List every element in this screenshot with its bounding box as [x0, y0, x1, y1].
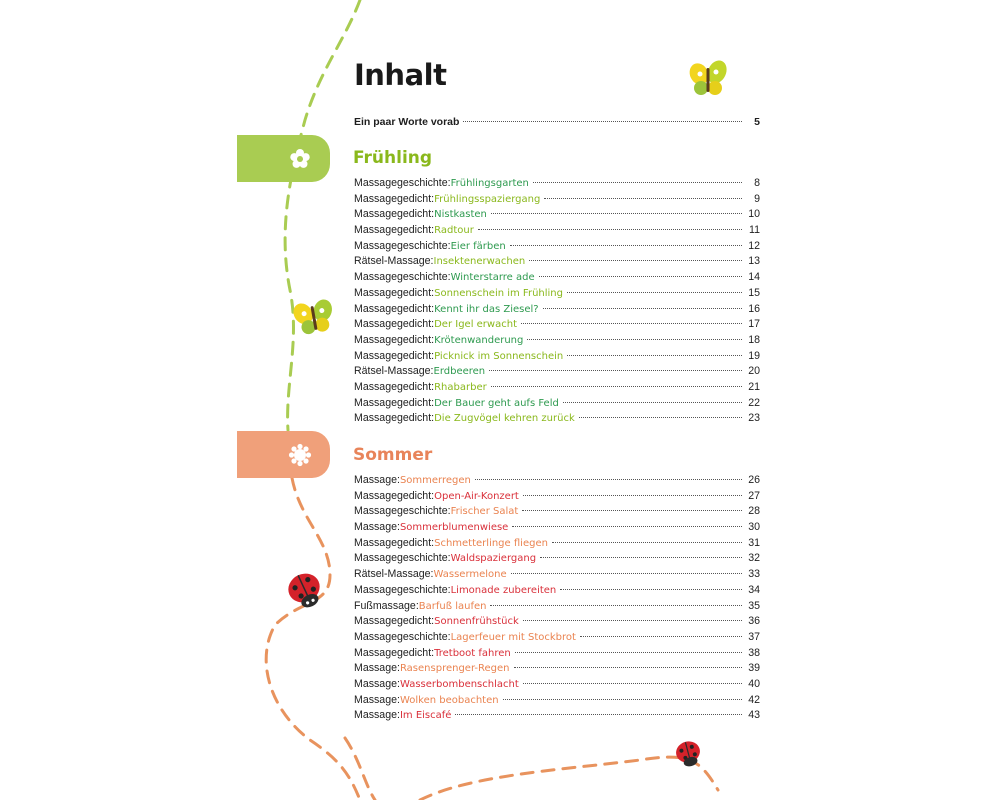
toc-entry[interactable] [354, 583, 760, 599]
dot-leader [544, 198, 742, 199]
entry-title: Der Igel erwacht [434, 319, 517, 331]
entry-kind: Massagegedicht [354, 192, 432, 205]
dot-leader [522, 510, 742, 511]
dot-leader [512, 526, 742, 527]
entry-kind: Massage [354, 474, 397, 486]
dot-leader [503, 699, 742, 700]
dot-leader [567, 292, 742, 293]
dot-leader [475, 479, 742, 480]
entry-kind: Rätsel-Massage [354, 568, 431, 581]
toc-entry[interactable] [354, 333, 760, 349]
page-number: 16 [748, 302, 760, 315]
entry-kind: Massagegeschichte [354, 271, 448, 284]
entry-title: Barfuß laufen [418, 600, 487, 612]
page-number: 26 [748, 474, 760, 486]
toc-entry[interactable] [354, 489, 760, 505]
dot-leader [521, 323, 742, 324]
entry-kind: Massagegedicht [354, 286, 432, 299]
toc-entry[interactable] [354, 349, 760, 365]
dot-leader [491, 213, 742, 214]
toc-entry[interactable] [354, 504, 760, 520]
dot-leader [510, 245, 742, 246]
entry-kind: Massagegedicht [354, 489, 432, 502]
toc-list-spring [354, 176, 760, 427]
page-number: 20 [748, 365, 760, 378]
section-heading-spring: Frühling [353, 148, 433, 168]
entry-title: Krötenwanderung [434, 334, 524, 346]
entry-title: Die Zugvögel kehren zurück [434, 413, 575, 425]
entry-separator: : [431, 302, 435, 315]
page-number: 18 [748, 333, 760, 346]
toc-entry[interactable] [354, 599, 760, 615]
toc-entry[interactable] [354, 661, 760, 677]
entry-separator: : [397, 709, 400, 722]
entry-separator: : [430, 568, 434, 581]
entry-kind: Massage [354, 693, 397, 706]
dashed-path-orange-bottom [345, 738, 718, 800]
entry-separator: : [397, 521, 400, 534]
entry-separator: : [430, 255, 434, 268]
butterfly-icon [686, 57, 730, 95]
page-number: 15 [748, 286, 760, 299]
dot-leader [511, 573, 742, 574]
dot-leader [455, 714, 742, 715]
entry-separator: : [447, 271, 451, 284]
entry-title: Der Bauer geht aufs Feld [434, 397, 559, 409]
entry-title: Sommerregen [399, 475, 471, 486]
entry-separator: : [397, 693, 400, 706]
dot-leader [489, 370, 742, 371]
entry-kind: Massagegedicht [354, 302, 432, 315]
page-number: 12 [748, 239, 760, 252]
page-number: 9 [754, 192, 760, 205]
dot-leader [527, 339, 742, 340]
dot-leader [463, 121, 742, 122]
page-number: 28 [748, 505, 760, 518]
toc-list-summer [354, 473, 760, 724]
dot-leader [552, 542, 742, 543]
entry-title: Rasensprenger-Regen [399, 663, 510, 675]
dashed-path-green [285, 0, 360, 430]
entry-separator: : [415, 599, 419, 612]
entry-title: Im Eiscafé [399, 710, 452, 722]
toc-entry[interactable] [354, 473, 760, 489]
entry-title: Insektenerwachen [433, 256, 526, 268]
toc-entry[interactable] [354, 286, 760, 302]
dot-leader [490, 605, 742, 606]
toc-entry-intro[interactable] [354, 115, 760, 131]
page-number: 30 [748, 521, 760, 534]
entry-kind: Massagegeschichte [354, 552, 448, 565]
entry-separator: : [447, 505, 451, 518]
page-number: 37 [748, 630, 760, 643]
entry-kind: Massagegedicht [354, 536, 432, 549]
entry-kind: Massagegedicht [354, 208, 432, 221]
section-tab-summer [237, 431, 330, 478]
page-number: 5 [754, 116, 760, 128]
section-heading-summer: Sommer [353, 445, 433, 465]
page-number: 8 [754, 177, 760, 189]
entry-kind: Massage [354, 662, 397, 675]
page-number: 21 [748, 380, 760, 393]
entry-kind: Massagegeschichte [354, 505, 448, 518]
toc-entry[interactable] [354, 317, 760, 333]
page-number: 43 [748, 709, 760, 722]
entry-separator: : [431, 396, 435, 409]
dot-leader [523, 620, 742, 621]
dot-leader [523, 495, 742, 496]
toc-entry[interactable] [354, 646, 760, 662]
entry-title: Waldspaziergang [450, 553, 537, 565]
toc-entry[interactable] [354, 192, 760, 208]
toc-entry[interactable] [354, 708, 760, 724]
page-number: 36 [748, 615, 760, 628]
dashed-path-orange [266, 478, 360, 800]
page-number: 39 [748, 662, 760, 675]
entry-separator: : [431, 318, 435, 331]
entry-kind: Fußmassage [354, 599, 416, 612]
entry-title: Sonnenschein im Frühling [434, 287, 563, 299]
toc-entry[interactable] [354, 551, 760, 567]
page-number: 33 [748, 568, 760, 581]
toc-entry[interactable] [354, 520, 760, 536]
entry-separator: : [397, 677, 400, 690]
entry-kind: Massagegeschichte [354, 239, 448, 252]
toc-entry[interactable] [354, 614, 760, 630]
entry-kind: Massagegeschichte [354, 630, 448, 643]
toc-entry[interactable] [354, 223, 760, 239]
entry-kind: Massage [354, 709, 397, 722]
page-number: 34 [748, 583, 760, 596]
entry-separator: : [430, 365, 434, 378]
section-tab-spring [237, 135, 330, 182]
entry-title: Open-Air-Konzert [434, 490, 519, 502]
entry-title: Wasserbombenschlacht [399, 678, 519, 690]
toc-entry[interactable] [354, 364, 760, 380]
page-number: 19 [748, 349, 760, 362]
toc-entry[interactable] [354, 302, 760, 318]
entry-title: Kennt ihr das Ziesel? [434, 303, 539, 315]
page-number: 31 [748, 536, 760, 549]
entry-kind: Massagegedicht [354, 615, 432, 628]
entry-separator: : [397, 474, 400, 486]
entry-title: Tretboot fahren [434, 647, 511, 659]
entry-separator: : [431, 380, 435, 393]
entry-separator: : [431, 646, 435, 659]
dot-leader [515, 652, 742, 653]
sun-flower-icon [288, 443, 312, 467]
page-number: 23 [748, 412, 760, 425]
entry-kind: Massagegeschichte [354, 177, 448, 189]
entry-kind: Rätsel-Massage [354, 255, 431, 268]
entry-kind: Massagegedicht [354, 396, 432, 409]
entry-title: Radtour [434, 225, 474, 237]
page-number: 10 [748, 208, 760, 221]
entry-separator: : [447, 177, 451, 189]
dot-leader [523, 683, 742, 684]
toc-entry[interactable] [354, 536, 760, 552]
page-number: 17 [748, 318, 760, 331]
entry-title: Wolken beobachten [399, 694, 499, 706]
toc-entry[interactable] [354, 411, 760, 427]
dot-leader [579, 417, 742, 418]
entry-kind: Massage [354, 521, 397, 534]
page-number: 27 [748, 489, 760, 502]
entry-title: Schmetterlinge fliegen [434, 537, 548, 549]
dot-leader [533, 182, 742, 183]
toc-entry[interactable] [354, 207, 760, 223]
entry-kind: Massage [354, 677, 397, 690]
entry-separator: : [447, 583, 451, 596]
entry-title: Winterstarre ade [450, 272, 535, 284]
entry-kind: Massagegedicht [354, 380, 432, 393]
toc-entry[interactable] [354, 239, 760, 255]
entry-separator: : [431, 536, 435, 549]
toc-entry[interactable] [354, 677, 760, 693]
dot-leader [543, 308, 742, 309]
dot-leader [539, 276, 742, 277]
entry-title: Rhabarber [434, 381, 487, 393]
entry-kind: Massagegedicht [354, 224, 432, 237]
entry-title: Picknick im Sonnenschein [434, 350, 564, 362]
toc-entry[interactable] [354, 380, 760, 396]
entry-title: Erdbeeren [433, 366, 486, 378]
page-number: 11 [749, 224, 760, 237]
page-number: 32 [748, 552, 760, 565]
entry-kind: Massagegedicht [354, 412, 432, 425]
toc-entry[interactable] [354, 270, 760, 286]
entry-separator: : [431, 286, 435, 299]
entry-kind: Massagegedicht [354, 349, 432, 362]
entry-separator: : [397, 662, 400, 675]
toc-entry[interactable] [354, 567, 760, 583]
dot-leader [540, 557, 742, 558]
entry-separator: : [431, 208, 435, 221]
flower-icon [288, 147, 312, 171]
page-number: 22 [748, 396, 760, 409]
entry-separator: : [431, 489, 435, 502]
intro-list [354, 115, 760, 131]
page-number: 40 [748, 677, 760, 690]
entry-title: Limonade zubereiten [450, 584, 557, 596]
page-number: 13 [748, 255, 760, 268]
toc-entry[interactable] [354, 693, 760, 709]
entry-separator: : [447, 239, 451, 252]
dot-leader [478, 229, 742, 230]
page-number: 42 [748, 693, 760, 706]
entry-title: Frischer Salat [450, 506, 519, 518]
entry-title: Frühlingsspaziergang [434, 193, 541, 205]
ladybug-icon [284, 569, 327, 613]
entry-separator: : [431, 412, 435, 425]
entry-title: Sonnenfrühstück [434, 616, 519, 628]
entry-kind: Massagegeschichte [354, 583, 448, 596]
entry-title: Eier färben [450, 240, 506, 252]
page-title: Inhalt [354, 58, 447, 92]
dot-leader [580, 636, 742, 637]
dot-leader [514, 667, 742, 668]
entry-title: Sommerblumenwiese [399, 522, 509, 534]
entry-separator: : [431, 333, 435, 346]
dot-leader [560, 589, 742, 590]
entry-title: Frühlingsgarten [450, 178, 529, 189]
entry-separator: : [447, 630, 451, 643]
dot-leader [567, 355, 742, 356]
dot-leader [491, 386, 742, 387]
entry-title: Lagerfeuer mit Stockbrot [450, 631, 576, 643]
page-number: 14 [748, 271, 760, 284]
dot-leader [563, 402, 742, 403]
entry-separator: : [431, 224, 435, 237]
entry-kind: Massagegedicht [354, 333, 432, 346]
page-number: 35 [748, 599, 760, 612]
page-number: 38 [748, 646, 760, 659]
entry-label: Ein paar Worte vorab [354, 116, 460, 128]
dot-leader [529, 260, 742, 261]
entry-kind: Massagegedicht [354, 318, 432, 331]
entry-title: Wassermelone [433, 569, 507, 581]
entry-kind: Massagegedicht [354, 646, 432, 659]
toc-entry[interactable] [354, 630, 760, 646]
entry-separator: : [431, 349, 435, 362]
entry-kind: Rätsel-Massage [354, 365, 431, 378]
toc-entry[interactable] [354, 176, 760, 192]
butterfly-icon [288, 295, 339, 337]
toc-entry[interactable] [354, 254, 760, 270]
toc-entry[interactable] [354, 396, 760, 412]
entry-title: Nistkasten [434, 209, 487, 221]
entry-separator: : [431, 192, 435, 205]
entry-separator: : [447, 552, 451, 565]
entry-separator: : [431, 615, 435, 628]
